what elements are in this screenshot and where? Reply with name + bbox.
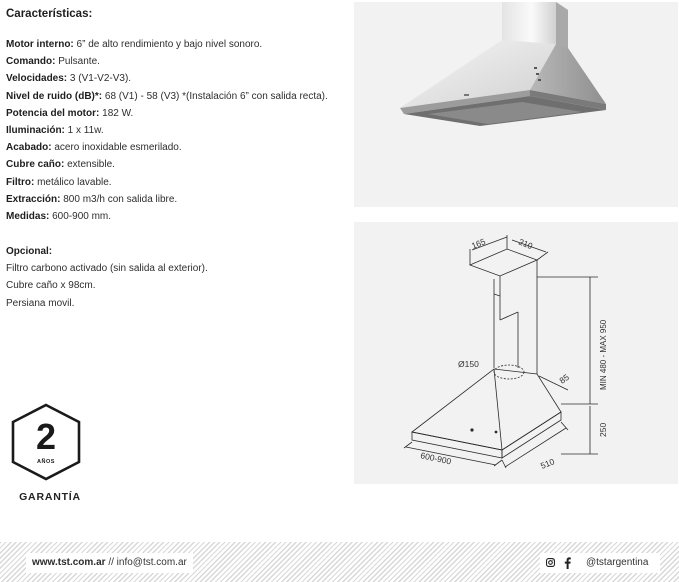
facebook-icon[interactable] — [564, 557, 571, 569]
warranty-label: GARANTÍA — [19, 491, 81, 503]
chimney-top — [470, 249, 537, 276]
spec-cubre-cano: Cubre caño: extensible. — [6, 159, 115, 171]
dim-line — [537, 252, 548, 260]
dim-line — [505, 428, 566, 467]
website-link[interactable]: www.tst.com.ar — [32, 557, 106, 568]
hood-outline — [412, 369, 561, 450]
dim-label-width: 600-900 — [419, 450, 453, 467]
section-title: Características: — [6, 8, 93, 20]
footer-contact — [26, 553, 193, 573]
chimney-joint — [500, 312, 518, 320]
hood-edge — [494, 369, 502, 450]
control-dot — [471, 429, 473, 431]
spec-ruido: Nivel de ruido (dB)*: 68 (V1) - 58 (V3) *(Instalación 6” con salida recta). — [6, 90, 328, 102]
spec-list — [6, 36, 328, 225]
dim-label-250: 250 — [598, 422, 608, 437]
dim-label-165: 165 — [470, 236, 487, 251]
spec-potencia: Potencia del motor: 182 W. — [6, 107, 134, 119]
dim-label-85: 85 — [557, 372, 571, 386]
spec-filtro: Filtro: metálico lavable. — [6, 176, 112, 188]
hood-band — [502, 412, 561, 458]
technical-drawing — [354, 222, 678, 484]
spec-medidas: Medidas: 600-900 mm. — [6, 211, 112, 223]
footer-social — [540, 553, 660, 573]
optional-item: Persiana movil. — [6, 297, 75, 309]
control-dot — [495, 431, 497, 433]
spec-velocidades: Velocidades: 3 (V1-V2-V3). — [6, 73, 132, 85]
dim-label-depth: 510 — [539, 456, 556, 471]
dim-label-diameter: Ø150 — [458, 359, 479, 369]
optional-title: Opcional: — [6, 246, 53, 257]
optional-item: Filtro carbono activado (sin salida al exterior). — [6, 263, 208, 275]
spec-iluminacion: Iluminación: 1 x 11w. — [6, 125, 104, 137]
email-link[interactable]: info@tst.com.ar — [116, 557, 187, 568]
range-hood-photo — [354, 2, 678, 207]
warranty-unit: AÑOS — [37, 459, 55, 465]
optional-list — [6, 243, 208, 312]
warranty-badge — [10, 402, 90, 502]
warranty-years: 2 — [35, 416, 57, 457]
product-photo — [354, 2, 678, 207]
chimney-joint — [494, 294, 500, 296]
spec-acabado: Acabado: acero inoxidable esmerilado. — [6, 142, 182, 154]
spec-comando: Comando: Pulsante. — [6, 56, 100, 68]
spec-motor: Motor interno: 6” de alto rendimiento y bajo nivel sonoro. — [6, 39, 263, 50]
dim-label-height: MIN 480 - MAX 950 — [599, 319, 608, 390]
footer — [0, 542, 679, 582]
dim-label-210: 210 — [517, 236, 535, 252]
social-handle[interactable]: @tstargentina — [586, 557, 649, 568]
footer-separator: // — [105, 557, 117, 568]
spec-extraccion: Extracción: 800 m3/h con salida libre. — [6, 193, 178, 205]
instagram-icon[interactable] — [546, 558, 555, 567]
dimension-diagram — [354, 222, 678, 484]
optional-item: Cubre caño x 98cm. — [6, 280, 96, 292]
